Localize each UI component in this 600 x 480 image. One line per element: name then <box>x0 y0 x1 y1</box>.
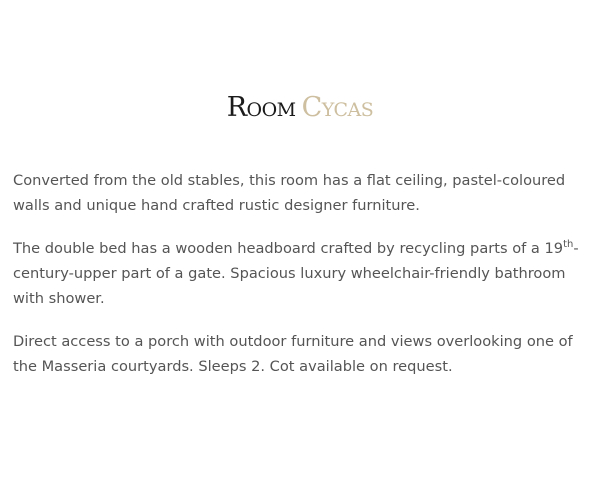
room-description <box>13 168 583 397</box>
description-p2-superscript: th <box>563 239 574 250</box>
description-p2-before: The double bed has a wooden headboard crafted by recycling parts of a 19 <box>13 240 564 257</box>
room-title-part1: Room <box>226 92 296 123</box>
description-paragraph-2 <box>13 236 583 311</box>
room-title <box>0 88 600 128</box>
description-paragraph-3: Direct access to a porch with outdoor furniture and views overlooking one of the Masseria courtyards. Sleeps 2. Cot available on request. <box>13 333 573 375</box>
room-title-part2: Cycas <box>301 92 374 123</box>
description-p2-after: -century-upper part of a gate. Spacious luxury wheelchair-friendly bathroom with shower. <box>13 240 579 307</box>
description-paragraph-1: Converted from the old stables, this room has a flat ceiling, pastel-coloured walls and unique hand crafted rustic designer furniture. <box>13 172 566 214</box>
